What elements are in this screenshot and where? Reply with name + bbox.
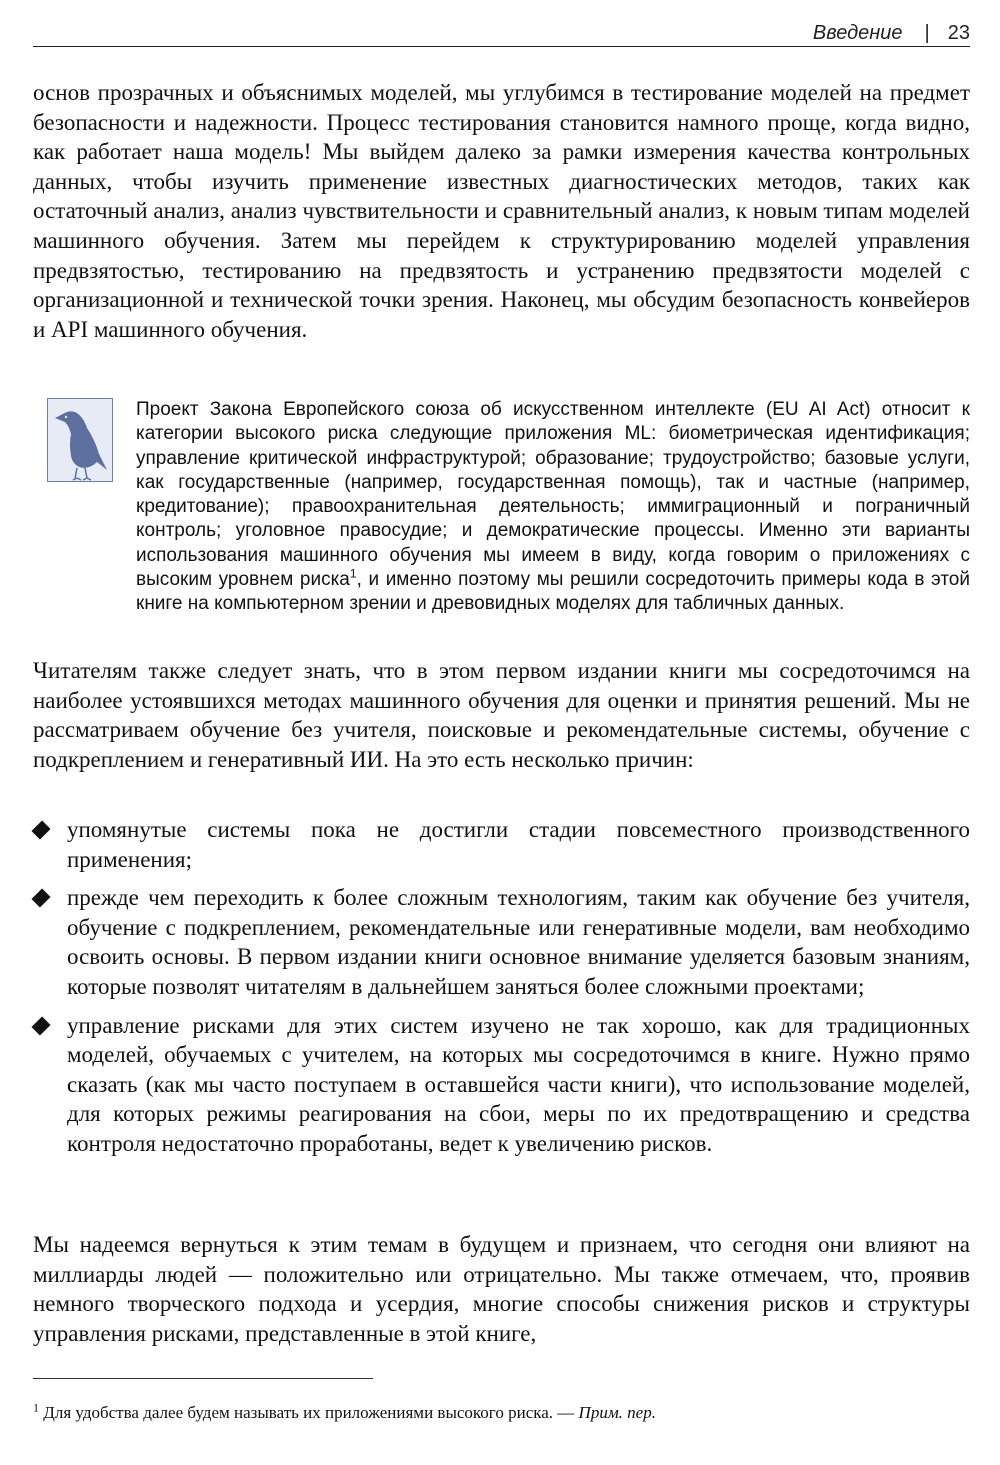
crow-icon — [47, 398, 113, 482]
running-header — [33, 22, 970, 47]
body-paragraph-3: Мы надеемся вернуться к этим темам в будущем и признаем, что сегодня они влияют на миллиарды людей — положительно или отрицательно. Мы также отмечаем, что, проявив немного творческого подхода и усердия, многие способы снижения рисков и структуры управления рисками, представленные в этой книге, — [33, 1232, 970, 1346]
footnote-ref[interactable]: 1 — [349, 566, 357, 581]
note-text-before: Проект Закона Европейского союза об искусственном интеллекте (EU AI Act) относит к категории высокого риска следующие приложения ML: биометрическая идентификация; управление критической инфраструктурой; образование; трудоустройство; базовые услуги, как государственные (например, государственная помощь), так и частные (например, кредитование); правоохранительная деятельность; иммиграционный и пограничный контроль; уголовное правосудие; и демократические процессы. Именно эти варианты использования машинного обучения мы имеем в виду, когда говорим о приложениях с высоким уровнем риска — [136, 399, 970, 591]
body-paragraph-2: Читателям также следует знать, что в этом первом издании книги мы сосредоточимся на наиболее устоявшихся методах машинного обучения для оценки и принятия решений. Мы не рассматриваем обучение без учителя, поисковые и рекомендательные системы, обучение с подкреплением и генеративный ИИ. На это есть несколько причин: — [33, 658, 970, 772]
reasons-list — [33, 815, 970, 1159]
list-item — [33, 883, 970, 1001]
footnote-number: 1 — [33, 1400, 39, 1415]
diamond-bullet-icon — [31, 889, 50, 908]
list-item — [33, 1011, 970, 1159]
header-separator: | — [924, 22, 930, 44]
list-item — [33, 815, 970, 874]
list-item-text: прежде чем переходить к более сложным технологиям, таким как обучение без учителя, обучение с подкреплением, рекомендательные или генеративные модели, вам необходимо освоить основы. В первом издании книги основное внимание уделяется базовым знаниям, которые позволят читателям в дальнейшем заняться более сложными проектами; — [67, 885, 970, 999]
diamond-bullet-icon — [31, 820, 50, 839]
footnote-text: Для удобства далее будем называть их приложениями высокого риска. — — [43, 1403, 579, 1422]
note-text — [136, 398, 970, 617]
footnote-divider — [33, 1378, 373, 1379]
header-page-number: 23 — [947, 22, 970, 44]
list-item-text: упомянутые системы пока не достигли стадии повсеместного производственного применения; — [67, 817, 970, 872]
note-text-after: , и именно поэтому мы решили сосредоточить примеры кода в этой книге на компьютерном зрении и древовидных моделях для табличных данных. — [136, 569, 970, 615]
header-section-title: Введение — [812, 22, 903, 44]
body-paragraph-1: основ прозрачных и объяснимых моделей, мы углубимся в тестирование моделей на предмет безопасности и надежности. Процесс тестирования становится намного проще, когда видно, как работает наша модель! Мы выйдем далеко за рамки измерения качества контрольных данных, чтобы изучить применение известных диагностических методов, таких как остаточный анализ, анализ чувствительности и сравнительный анализ, к новым типам моделей машинного обучения. Затем мы перейдем к структурированию моделей управления предвзятостью, тестированию на предвзятость и устранению предвзятости моделей с организационной и технической точки зрения. Наконец, мы обсудим безопасность конвейеров и API машинного обучения. — [33, 80, 970, 342]
note-block — [47, 398, 970, 638]
list-item-text: управление рисками для этих систем изучено не так хорошо, как для традиционных моделей, обучаемых с учителем, на которых мы сосредоточимся в книге. Нужно прямо сказать (как мы часто поступаем в оставшейся части книги), что использование моделей, для которых режимы реагирования на сбои, меры по их предотвращению и средства контроля недостаточно проработаны, ведет к увеличению рисков. — [67, 1012, 970, 1156]
footnote-attribution: Прим. пер. — [578, 1403, 656, 1422]
footnote — [33, 1402, 970, 1424]
diamond-bullet-icon — [31, 1016, 50, 1035]
